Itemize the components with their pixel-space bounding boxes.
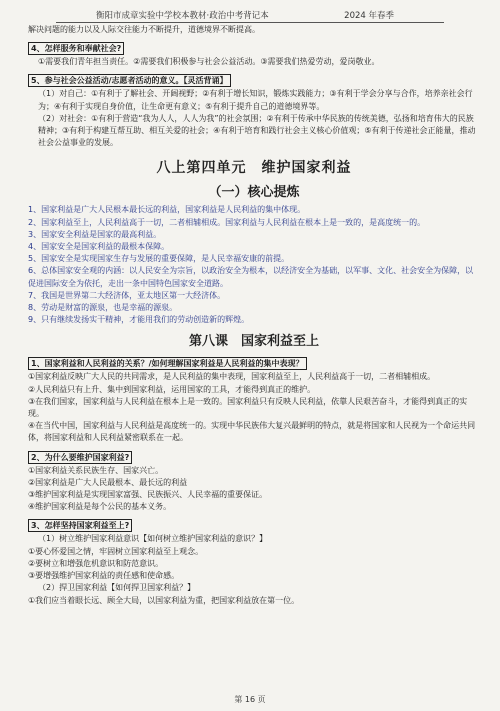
core-point: 9、只有继续发扬实干精神，才能用我们的劳动创造新的辉煌。	[28, 315, 250, 325]
section-title: （一）核心提炼	[208, 185, 300, 201]
lesson-title: 第八课 国家利益至上	[188, 334, 319, 350]
core-point: 7、我国是世界第二大经济体，亚太地区第一大经济体。	[28, 290, 226, 300]
core-point: 3、国家安全利益是国家的最高利益。	[28, 229, 162, 239]
lq3-item: ②要树立和增强危机意识和防范意识。	[28, 558, 164, 568]
q5-p2: （2）对社会：①有利于营造“我为人人，人人为我”的社会氛围；②有利于传承中华民族的传统美德，弘扬和培育伟大的民族精神；③有利于构建互帮互助、相互关爱的社会；④有利于培育和践行社会主义核心价值观；⑤有利于传递社会正能量，推动社会公益事业的发展。	[38, 113, 476, 148]
core-point: 4、国家安全是国家利益的最根本保障。	[28, 242, 170, 252]
page-number: 第 16 页	[234, 695, 266, 704]
lq2-title: 2、为什么要维护国家利益?	[28, 451, 132, 464]
q5-title: 5、参与社会公益活动/志愿者活动的意义。【灵活背诵】	[28, 74, 231, 87]
core-point: 6、总体国家安全观的内涵：以人民安全为宗旨，以政治安全为根本，以经济安全为基础，以军事、文化、社会安全为保障，以促进国际安全为依托，走出一条中国特色国家安全道路。	[28, 266, 474, 288]
lq1-item: ③在我们国家，国家利益与人民利益在根本上是一致的。国家利益只有反映人民利益，依靠人民艰苦奋斗，才能得到真正的实现。	[28, 396, 468, 419]
core-point: 8、劳动是财富的源泉，也是幸福的源泉。	[28, 303, 178, 313]
q4-title: 4、怎样服务和奉献社会?	[28, 42, 124, 55]
lq2-item: ③维护国家利益是实现国家富强、民族振兴、人民幸福的重要保证。	[28, 490, 268, 500]
unit-title: 八上第四单元 维护国家利益	[156, 160, 352, 177]
lq3-item: ①要心怀爱国之情，牢固树立国家利益至上观念。	[28, 546, 204, 556]
lq3-title: 3、怎样坚持国家利益至上?	[28, 519, 132, 532]
lq2-item: ④维护国家利益是每个公民的基本义务。	[28, 502, 172, 512]
lq1-item: ②人民利益只有上升、集中到国家利益，运用国家的工具，才能得到真正的维护。	[28, 384, 316, 394]
core-point: 5、国家安全是实现国家生存与发展的重要保障，是人民幸福安康的前提。	[28, 254, 290, 264]
lq2-item: ②国家利益是广大人民最根本、最长远的利益	[28, 477, 188, 487]
core-point: 1、国家利益是广大人民根本最长远的利益，国家利益是人民利益的集中体现。	[28, 205, 306, 215]
header-term: 2024 年春季	[344, 11, 394, 21]
page-content	[28, 24, 480, 607]
core-point: 2、国家利益至上，人民利益高于一切，二者相辅相成。国家利益与人民利益在根本上是一致的，是高度统一的。	[28, 217, 426, 227]
q4-answer: ①需要我们青年担当责任。②需要我们积极参与社会公益活动。③需要我们热爱劳动，爱岗敬业。	[38, 57, 380, 67]
lq3-sub2: （2）捍卫国家利益【如何捍卫国家利益？】	[38, 583, 196, 593]
header-school: 衡阳市成章实验中学校本教材·政治中考背记本	[96, 11, 269, 21]
lq1-title: 1、国家利益和人民利益的关系？/如何理解国家利益是人民利益的集中表现？	[28, 357, 307, 370]
q5-p1: （1）对自己：①有利于了解社会、开阔视野；②有利于增长知识，锻炼实践能力；③有利于学会分享与合作，培养亲社会行为；④有利于实现自身价值，让生命更有意义；⑤有利于提升自己的道德境界等。	[38, 89, 473, 111]
page-header	[56, 8, 444, 23]
lq3-sub1: （1）树立维护国家利益意识【如何树立维护国家利益的意识？】	[38, 534, 268, 544]
lq3-item: ①我们应当着眼长远、顾全大局，以国家利益为重，把国家利益放在第一位。	[28, 595, 300, 605]
lq3-item: ③要增强维护国家利益的责任感和使命感。	[28, 571, 180, 581]
lq1-item: ④在当代中国，国家利益与人民利益是高度统一的。实现中华民族伟大复兴最鲜明的特点，就是将国家和人民视为一个命运共同体，将国家利益和人民利益紧密联系在一起。	[28, 421, 476, 443]
lq1-item: ①国家利益反映广大人民的共同需求，是人民利益的集中表现，国家利益至上，人民利益高于一切，二者相辅相成。	[28, 372, 436, 382]
lq2-item: ①国家利益关系民族生存、国家兴亡。	[28, 465, 164, 475]
intro-line: 解决问题的能力以及人际交往能力不断提升，道德境界不断提高。	[28, 25, 260, 34]
